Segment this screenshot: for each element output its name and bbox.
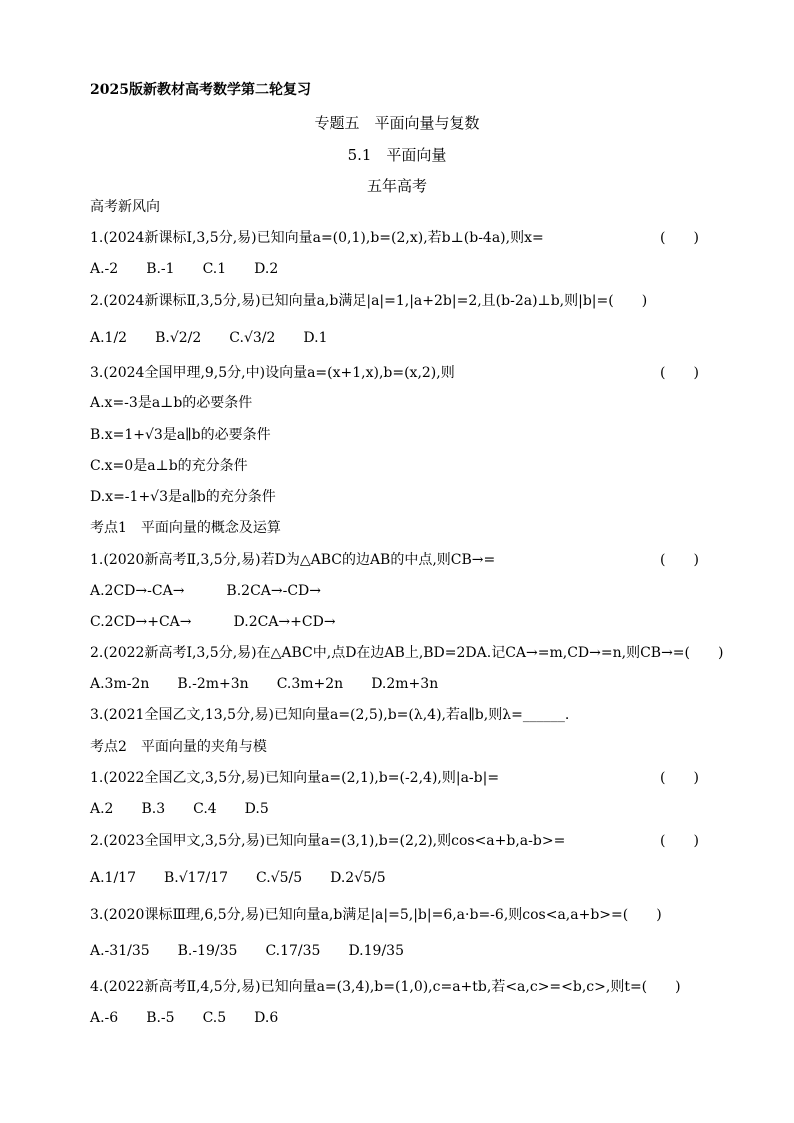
line-k1q1-ab: A.2CD→-CA→ B.2CA→-CD→ <box>90 583 322 599</box>
line-k1q3: 3.(2021全国乙文,13,5分,易)已知向量a=(2,5),b=(λ,4),若a∥b,则λ=______. <box>90 707 570 723</box>
section-title: 5.1 平面向量 <box>347 146 447 164</box>
topic-title: 专题五 平面向量与复数 <box>314 114 480 132</box>
line-q3-b: B.x=1+√3是a∥b的必要条件 <box>90 427 271 443</box>
line-q1-opts: A.-2 B.-1 C.1 D.2 <box>90 261 279 277</box>
line-k2q3: 3.(2020课标Ⅲ理,6,5分,易)已知向量a,b满足|a|=5,|b|=6,a·b=-6,则cos<a,a+b>=( ) <box>90 907 662 923</box>
line-q3: 3.(2024全国甲理,9,5分,中)设向量a=(x+1,x),b=(x,2),则 <box>90 365 455 381</box>
section-heading-h-k1: 考点1 平面向量的概念及运算 <box>90 520 281 536</box>
line-q2: 2.(2024新课标Ⅱ,3,5分,易)已知向量a,b满足|a|=1,|a+2b|=2,且(b-2a)⊥b,则|b|=( ) <box>90 293 648 309</box>
line-q3-d: D.x=-1+√3是a∥b的充分条件 <box>90 489 276 505</box>
line-k2q3-opts: A.-31/35 B.-19/35 C.17/35 D.19/35 <box>90 943 404 959</box>
answer-paren-k2q1: ( ) <box>660 770 699 786</box>
line-k2q1-opts: A.2 B.3 C.4 D.5 <box>90 801 269 817</box>
answer-paren-q1: ( ) <box>660 230 699 246</box>
line-q3-c: C.x=0是a⊥b的充分条件 <box>90 458 248 474</box>
section-heading-h-new: 高考新风向 <box>90 199 160 215</box>
line-k2q4-opts: A.-6 B.-5 C.5 D.6 <box>90 1010 279 1026</box>
line-q3-a: A.x=-3是a⊥b的必要条件 <box>90 395 253 411</box>
answer-paren-k1q1: ( ) <box>660 552 699 568</box>
line-q1: 1.(2024新课标Ⅰ,3,5分,易)已知向量a=(0,1),b=(2,x),若b⊥(b-4a),则x= <box>90 230 544 246</box>
line-k2q1: 1.(2022全国乙文,3,5分,易)已知向量a=(2,1),b=(-2,4),则|a-b|= <box>90 770 500 786</box>
answer-paren-q3: ( ) <box>660 365 699 381</box>
line-k1q2: 2.(2022新高考Ⅰ,3,5分,易)在△ABC中,点D在边AB上,BD=2DA.记CA→=m,CD→=n,则CB→=( ) <box>90 645 724 661</box>
line-k1q1-cd: C.2CD→+CA→ D.2CA→+CD→ <box>90 614 336 630</box>
subtitle: 五年高考 <box>366 177 427 195</box>
line-k1q1: 1.(2020新高考Ⅱ,3,5分,易)若D为△ABC的边AB的中点,则CB→= <box>90 552 496 568</box>
section-heading-h-k2: 考点2 平面向量的夹角与模 <box>90 739 267 755</box>
line-q2-opts: A.1/2 B.√2/2 C.√3/2 D.1 <box>90 330 328 346</box>
document-header: 2025版新教材高考数学第二轮复习 <box>90 82 311 98</box>
line-k2q4: 4.(2022新高考Ⅱ,4,5分,易)已知向量a=(3,4),b=(1,0),c=a+tb,若<a,c>=<b,c>,则t=( ) <box>90 979 681 995</box>
line-k2q2: 2.(2023全国甲文,3,5分,易)已知向量a=(3,1),b=(2,2),则cos<a+b,a-b>= <box>90 833 566 849</box>
answer-paren-k2q2: ( ) <box>660 833 699 849</box>
line-k1q2-opts: A.3m-2n B.-2m+3n C.3m+2n D.2m+3n <box>90 676 439 692</box>
line-k2q2-opts: A.1/17 B.√17/17 C.√5/5 D.2√5/5 <box>90 870 386 886</box>
